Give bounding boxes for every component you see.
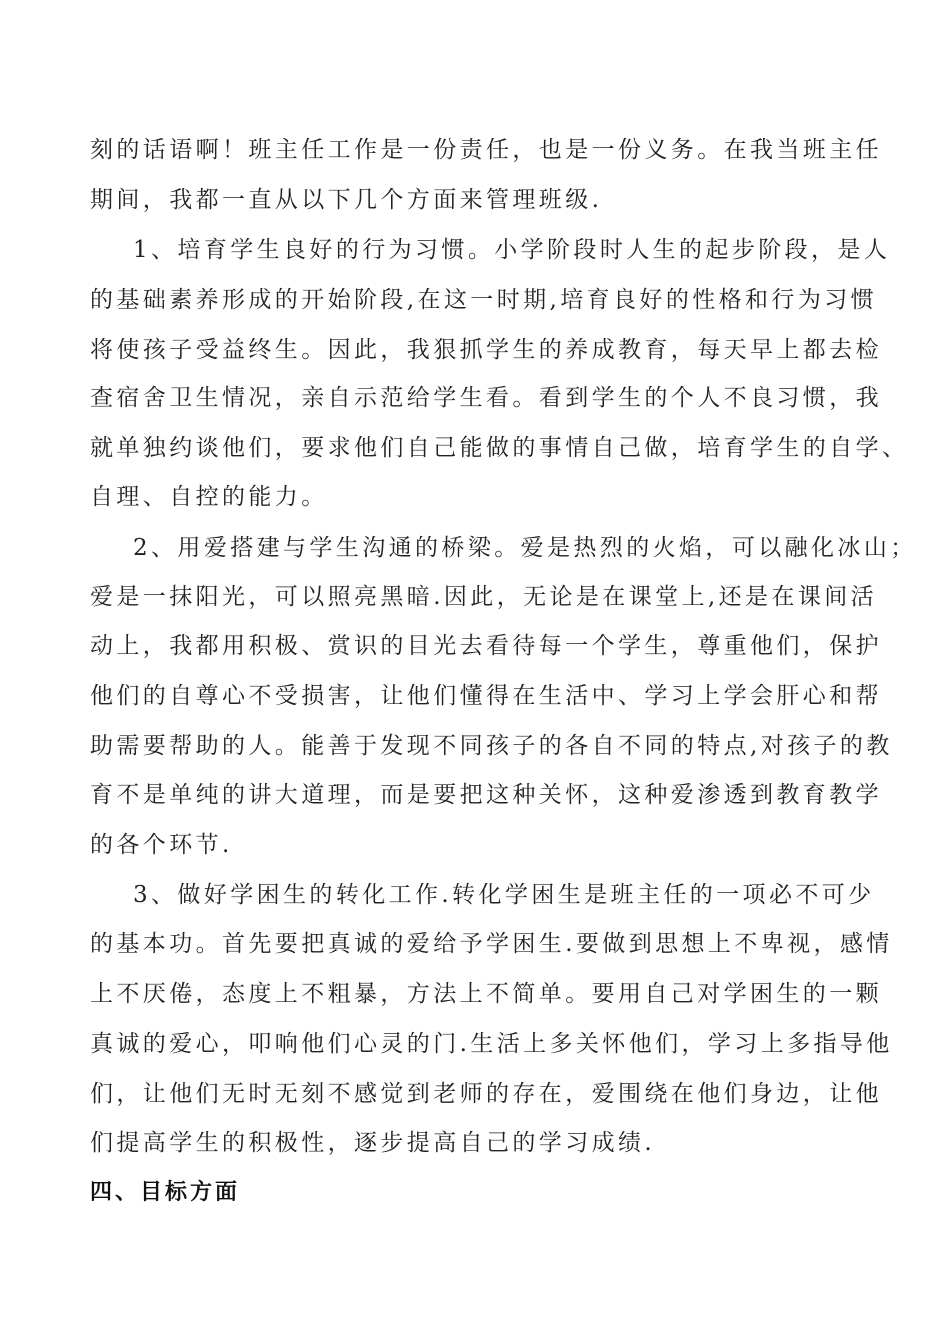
- text-line-6: 查宿舍卫生情况，亲自示范给学生看。看到学生的个人不良习惯，我: [90, 385, 882, 411]
- text-line-18: 上不厌倦，态度上不粗暴，方法上不简单。要用自己对学困生的一颗: [90, 981, 882, 1007]
- text-line-2: 期间，我都一直从以下几个方面来管理班级.: [90, 187, 603, 213]
- text-line-14: 育不是单纯的讲大道理，而是要把这种关怀，这种爱渗透到教育教学: [90, 782, 882, 808]
- section-heading: 四、目标方面: [90, 1180, 241, 1205]
- text-line-10: 爱是一抹阳光，可以照亮黑暗.因此，无论是在课堂上,还是在课间活: [90, 584, 878, 610]
- text-line-12: 他们的自尊心不受损害，让他们懂得在生活中、学习上学会肝心和帮: [90, 683, 882, 709]
- text-line-5: 将使孩子受益终生。因此，我狠抓学生的养成教育，每天早上都去检: [90, 337, 882, 363]
- text-line-7: 就单独约谈他们，要求他们自己能做的事情自己做，培育学生的自学、: [90, 435, 909, 461]
- text-line-19: 真诚的爱心，叩响他们心灵的门.生活上多关怀他们，学习上多指导他: [90, 1031, 893, 1057]
- text-line-17: 的基本功。首先要把真诚的爱给予学困生.要做到思想上不卑视，感情: [90, 931, 893, 957]
- paragraph-3-first-line: 3、做好学困生的转化工作.转化学困生是班主任的一项必不可少: [133, 882, 875, 908]
- text-line-1: 刻的话语啊！班主任工作是一份责任，也是一份义务。在我当班主任: [90, 137, 882, 163]
- paragraph-2-first-line: 2、用爱搭建与学生沟通的桥梁。爱是热烈的火焰，可以融化冰山；: [133, 535, 917, 561]
- text-line-15: 的各个环节.: [90, 832, 233, 858]
- text-line-11: 动上，我都用积极、赏识的目光去看待每一个学生，尊重他们，保护: [90, 633, 882, 659]
- text-line-21: 们提高学生的积极性，逐步提高自己的学习成绩.: [90, 1130, 656, 1156]
- text-line-20: 们，让他们无时无刻不感觉到老师的存在，爱围绕在他们身边，让他: [90, 1081, 882, 1107]
- paragraph-1-first-line: 1、培育学生良好的行为习惯。小学阶段时人生的起步阶段，是人: [133, 237, 891, 263]
- text-line-4: 的基础素养形成的开始阶段,在这一时期,培育良好的性格和行为习惯: [90, 287, 878, 313]
- text-line-13: 助需要帮助的人。能善于发现不同孩子的各自不同的特点,对孩子的教: [90, 733, 893, 759]
- text-line-8: 自理、自控的能力。: [90, 484, 328, 510]
